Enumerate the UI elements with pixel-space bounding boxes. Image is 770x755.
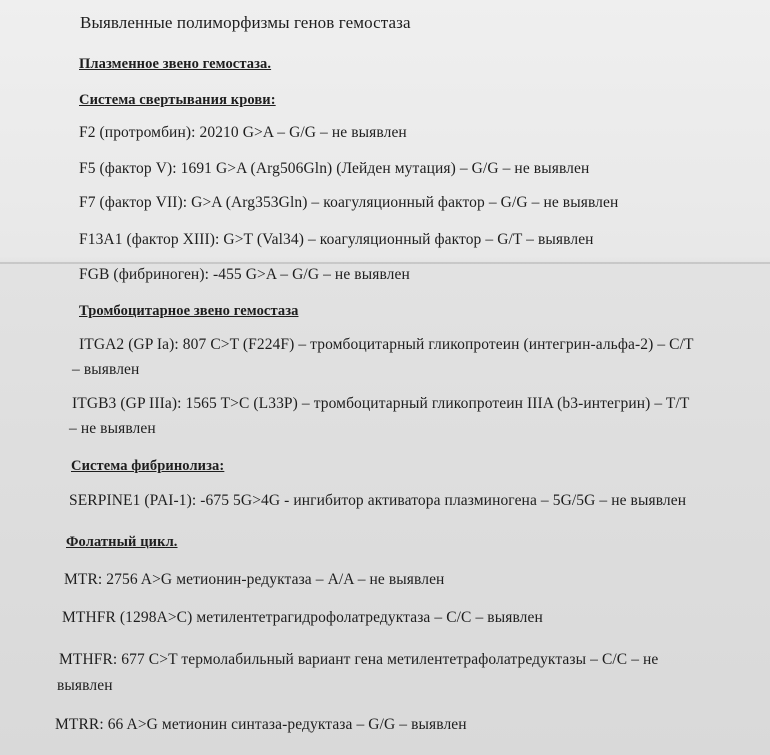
gene-line-mthfr-677-cont: выявлен [57, 677, 113, 694]
platelet-heading: Тромбоцитарное звено гемостаза [79, 303, 299, 319]
gene-line-itgb3: ITGB3 (GP IIIa): 1565 T>C (L33P) – тромбоцитарный гликопротеин IIIA (b3-интегрин) – T/T [72, 395, 690, 412]
gene-line-f13a1: F13A1 (фактор XIII): G>T (Val34) – коагуляционный фактор – G/T – выявлен [79, 231, 594, 248]
gene-line-f5: F5 (фактор V): 1691 G>A (Arg506Gln) (Лейден мутация) – G/G – не выявлен [79, 160, 590, 177]
gene-line-itga2: ITGA2 (GP Ia): 807 C>T (F224F) – тромбоцитарный гликопротеин (интегрин-альфа-2) – C/T [79, 336, 694, 353]
folate-heading: Фолатный цикл. [66, 534, 178, 550]
paper-fold [0, 262, 770, 264]
gene-line-f7: F7 (фактор VII): G>A (Arg353Gln) – коагуляционный фактор – G/G – не выявлен [79, 194, 619, 211]
gene-line-mthfr-1298: MTHFR (1298A>C) метилентетрагидрофолатредуктаза – C/C – выявлен [62, 609, 543, 626]
gene-line-mthfr-677: MTHFR: 677 C>T термолабильный вариант гена метилентетрафолатредуктазы – C/C – не [59, 651, 659, 668]
fibrinolysis-heading: Система фибринолиза: [71, 458, 225, 474]
gene-line-itga2-cont: – выявлен [72, 361, 140, 378]
gene-line-f2: F2 (протромбин): 20210 G>A – G/G – не выявлен [79, 124, 407, 141]
coagulation-heading: Система свертывания крови: [79, 92, 276, 108]
gene-line-itgb3-cont: – не выявлен [69, 420, 156, 437]
gene-line-serpine1: SERPINE1 (PAI-1): -675 5G>4G - ингибитор активатора плазминогена – 5G/5G – не выявлен [69, 492, 687, 509]
document-title: Выявленные полиморфизмы генов гемостаза [80, 13, 411, 32]
gene-line-mtrr: MTRR: 66 A>G метионин синтаза-редуктаза – G/G – выявлен [55, 716, 467, 733]
gene-line-fgb: FGB (фибриноген): -455 G>A – G/G – не выявлен [79, 266, 410, 283]
plasma-heading: Плазменное звено гемостаза. [79, 56, 272, 72]
gene-line-mtr: MTR: 2756 A>G метионин-редуктаза – A/A – не выявлен [64, 571, 445, 588]
